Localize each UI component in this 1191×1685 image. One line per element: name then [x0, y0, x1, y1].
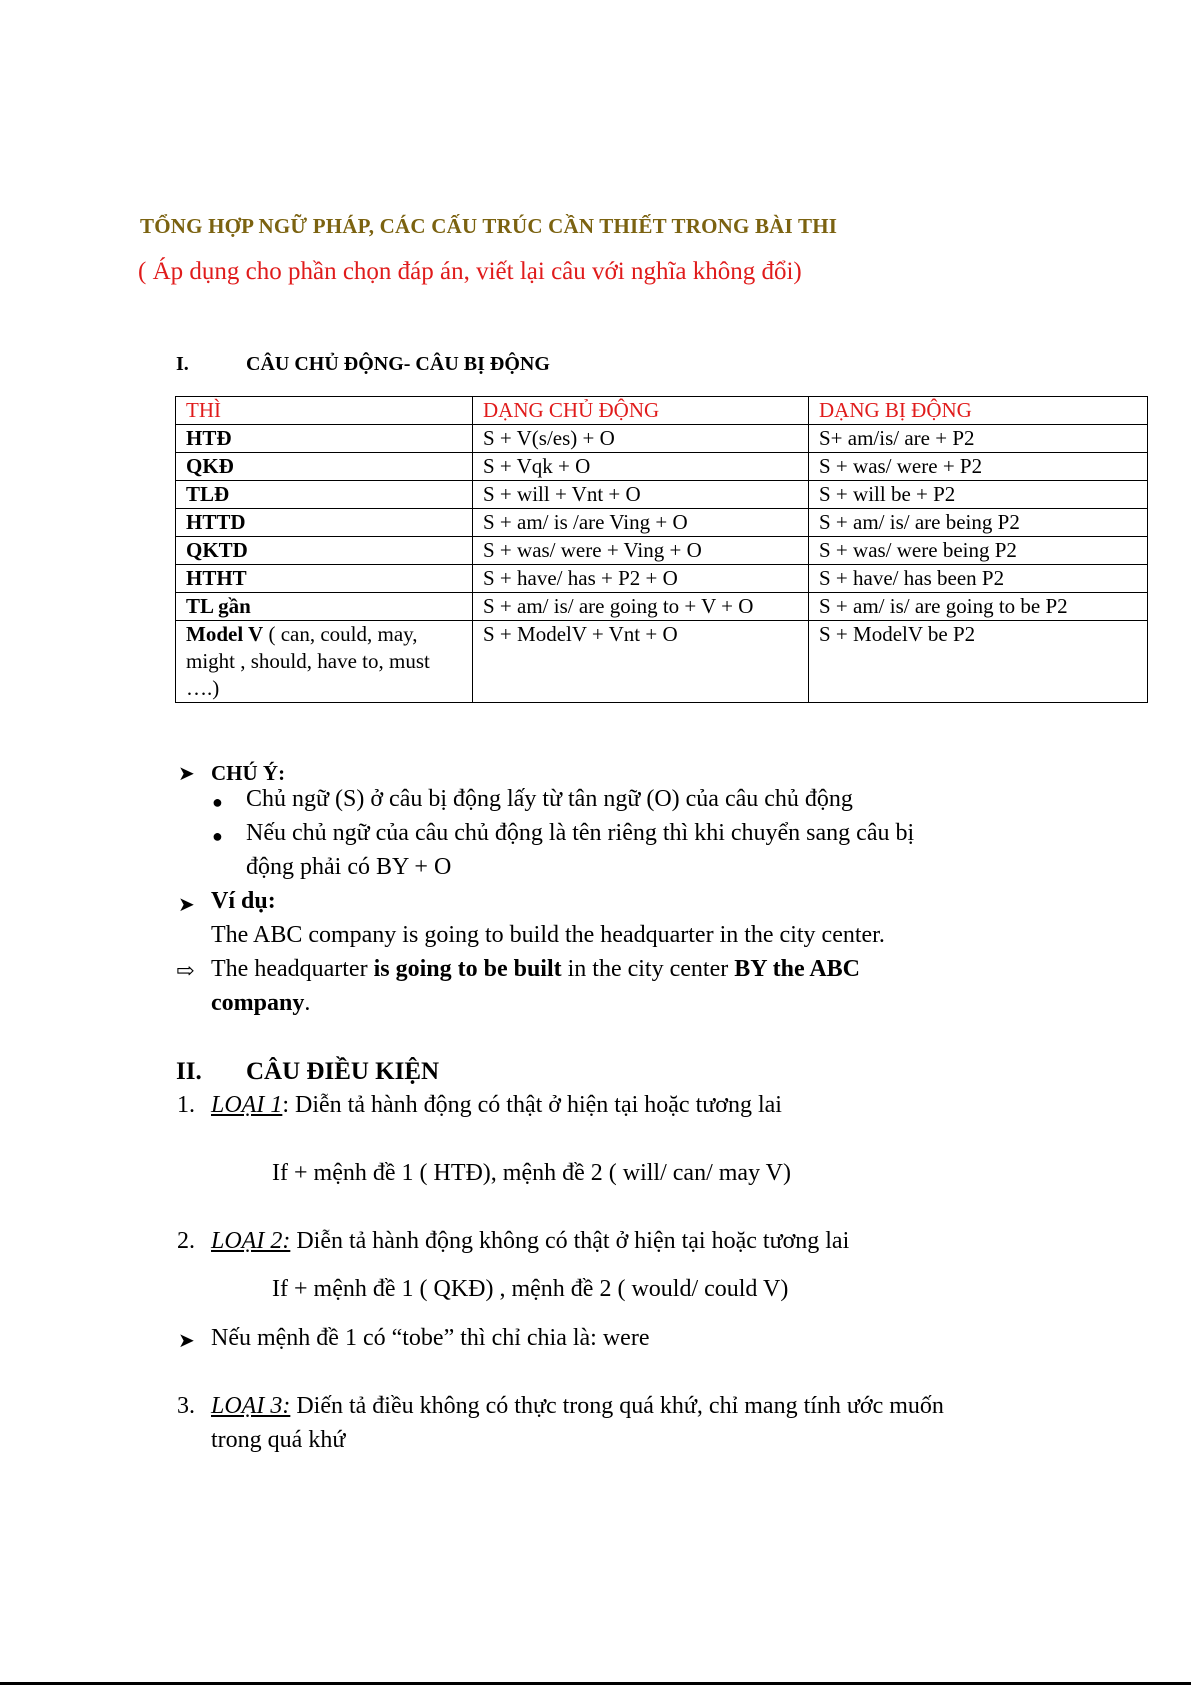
- example-passive-bold: is going to be built: [373, 956, 562, 982]
- table-row: [176, 453, 1148, 481]
- type1-desc: : Diễn tả hành động có thật ở hiện tại hoặc tương lai: [282, 1092, 782, 1118]
- example-label: Ví dụ:: [211, 888, 276, 914]
- header-passive: DẠNG BỊ ĐỘNG: [809, 397, 1148, 425]
- type2-note: Nếu mệnh đề 1 có “tobe” thì chỉ chia là: were: [211, 1325, 650, 1351]
- type3-number: 3.: [177, 1393, 195, 1419]
- type2-desc: Diễn tả hành động không có thật ở hiện tại hoặc tương lai: [290, 1228, 850, 1254]
- tense-cell: HTĐ: [176, 425, 473, 453]
- type1-formula: If + mệnh đề 1 ( HTĐ), mệnh đề 2 ( will/ can/ may V): [272, 1160, 791, 1186]
- active-cell: S + am/ is /are Ving + O: [473, 509, 809, 537]
- passive-cell: S + am/ is/ are going to be P2: [809, 593, 1148, 621]
- table-row-model: [176, 621, 1148, 703]
- model-name: Model V: [186, 622, 264, 646]
- header-active: DẠNG CHỦ ĐỘNG: [473, 397, 809, 425]
- example-passive-part: in the city center: [561, 956, 735, 982]
- passive-cell: S + was/ were + P2: [809, 453, 1148, 481]
- active-cell: S + ModelV + Vnt + O: [473, 621, 809, 703]
- tense-table: [175, 396, 1148, 703]
- example-active: The ABC company is going to build the headquarter in the city center.: [211, 922, 885, 948]
- example-passive-line1: [211, 956, 860, 983]
- document-subtitle: ( Áp dụng cho phần chọn đáp án, viết lại câu với nghĩa không đổi): [138, 258, 802, 285]
- section-2-number: II.: [176, 1058, 202, 1085]
- table-row: [176, 509, 1148, 537]
- note-bullet-2-line2: động phải có BY + O: [246, 854, 452, 880]
- type3-desc: Diến tả điều không có thực trong quá khứ, chỉ mang tính ước muốn: [290, 1393, 944, 1419]
- tense-cell: TLĐ: [176, 481, 473, 509]
- tense-cell: HTTD: [176, 509, 473, 537]
- active-cell: S + V(s/es) + O: [473, 425, 809, 453]
- type3-line: [211, 1393, 944, 1420]
- tense-cell: TL gần: [176, 593, 473, 621]
- arrow-bullet-icon: ➤: [178, 763, 195, 785]
- bullet-dot-icon: ●: [212, 792, 223, 812]
- active-cell: S + was/ were + Ving + O: [473, 537, 809, 565]
- tense-cell: QKTD: [176, 537, 473, 565]
- active-cell: S + have/ has + P2 + O: [473, 565, 809, 593]
- type1-label: LOẠI 1: [211, 1092, 283, 1118]
- passive-cell: S + will be + P2: [809, 481, 1148, 509]
- passive-cell: S+ am/is/ are + P2: [809, 425, 1148, 453]
- active-cell: S + will + Vnt + O: [473, 481, 809, 509]
- model-rest-line1: ( can, could, may,: [263, 622, 418, 646]
- model-line2: might , should, have to, must: [186, 649, 430, 673]
- type2-formula: If + mệnh đề 1 ( QKĐ) , mệnh đề 2 ( would/ could V): [272, 1276, 789, 1302]
- section-2-title: CÂU ĐIỀU KIỆN: [246, 1058, 440, 1085]
- tense-cell: HTHT: [176, 565, 473, 593]
- table-row: [176, 537, 1148, 565]
- active-cell: S + Vqk + O: [473, 453, 809, 481]
- type1-number: 1.: [177, 1092, 195, 1118]
- header-tense: THÌ: [176, 397, 473, 425]
- passive-cell: S + have/ has been P2: [809, 565, 1148, 593]
- table-row: [176, 425, 1148, 453]
- hollow-arrow-icon: ⇨: [176, 958, 195, 983]
- model-line3: ….): [186, 676, 220, 700]
- note-label: CHÚ Ý:: [211, 761, 286, 785]
- note-bullet-1: Chủ ngữ (S) ở câu bị động lấy từ tân ngữ (O) của câu chủ động: [246, 786, 853, 812]
- note-bullet-2-line1: Nếu chủ ngữ của câu chủ động là tên riêng thì khi chuyển sang câu bị: [246, 820, 915, 846]
- type3-label: LOẠI 3:: [211, 1393, 291, 1419]
- example-passive-end: .: [304, 990, 311, 1016]
- example-passive-bold: BY the ABC: [734, 956, 861, 982]
- type3-line2: trong quá khứ: [211, 1427, 346, 1453]
- table-row: [176, 481, 1148, 509]
- bullet-dot-icon: ●: [212, 826, 223, 846]
- tense-cell: QKĐ: [176, 453, 473, 481]
- passive-cell: S + am/ is/ are being P2: [809, 509, 1148, 537]
- type2-number: 2.: [177, 1228, 195, 1254]
- table-header-row: [176, 397, 1148, 425]
- section-1-title: CÂU CHỦ ĐỘNG- CÂU BỊ ĐỘNG: [246, 353, 550, 375]
- example-passive-line2: [211, 990, 310, 1017]
- table-row: [176, 565, 1148, 593]
- type1-line: [211, 1092, 782, 1119]
- section-1-number: I.: [176, 353, 189, 375]
- passive-cell: S + ModelV be P2: [809, 621, 1148, 703]
- document-title: TỔNG HỢP NGỮ PHÁP, CÁC CẤU TRÚC CẦN THIẾT TRONG BÀI THI: [140, 214, 838, 238]
- example-passive-bold: company: [211, 990, 305, 1016]
- table-row: [176, 593, 1148, 621]
- type2-line: [211, 1228, 849, 1255]
- passive-cell: S + was/ were being P2: [809, 537, 1148, 565]
- type2-label: LOẠI 2:: [211, 1228, 291, 1254]
- tense-cell-model: [176, 621, 473, 703]
- example-passive-part: The headquarter: [211, 956, 374, 982]
- arrow-bullet-icon: ➤: [178, 1330, 195, 1352]
- arrow-bullet-icon: ➤: [178, 894, 195, 916]
- active-cell: S + am/ is/ are going to + V + O: [473, 593, 809, 621]
